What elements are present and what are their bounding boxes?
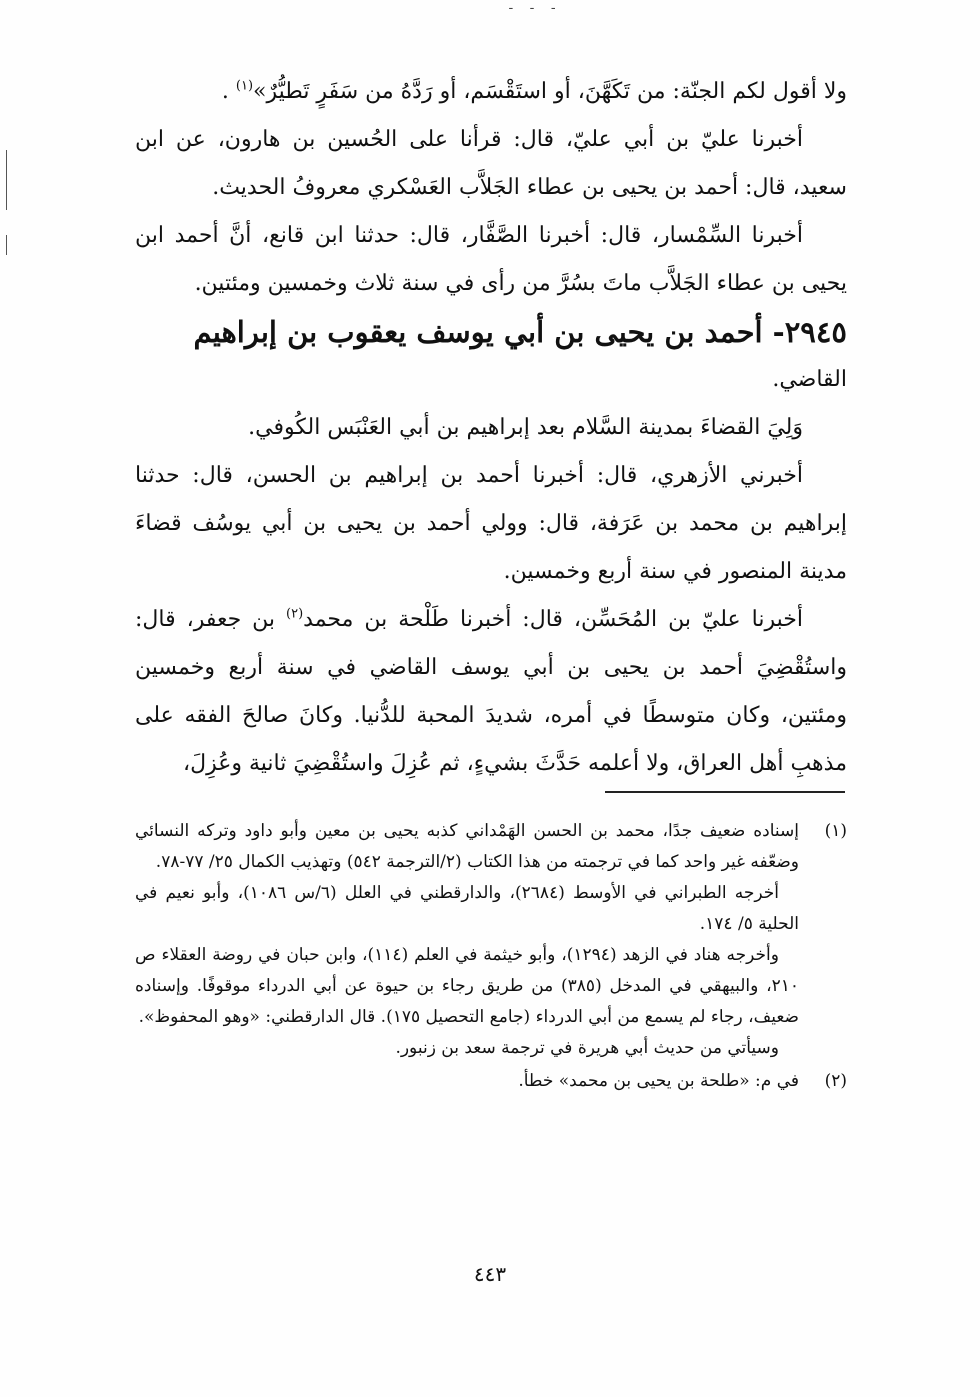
footnote	[135, 816, 847, 1064]
paragraph	[135, 68, 847, 116]
entry-heading: ٢٩٤٥- أحمد بن يحيى بن أبي يوسف يعقوب بن إبراهيم	[193, 315, 847, 349]
footnote-separator	[605, 791, 845, 793]
footnote-ref: (١)	[235, 78, 254, 94]
entry-heading-continuation: القاضي.	[772, 367, 847, 392]
margin-line	[6, 150, 7, 210]
paragraph: وَلِيَ القضاءَ بمدينة السَّلام بعد إبراهيم بن أبي العَنْبَس الكُوفي.	[248, 415, 803, 440]
footnote-text: في م: «طلحة بن يحيى بن محمد» خطأ.	[518, 1071, 799, 1091]
top-mark: - - -	[508, 0, 562, 16]
paragraph-text: بن جعفر، قال: واستُقْضِيَ أحمد بن يحيى بن أبي يوسف القاضي في سنة أربع وخمسين ومئتين، وكان متوسطًا في أمره، شديدَ المحبة للدُّنيا. وكانَ صالحَ الفقه على مذهبِ أهل العراق، ولا أعلمه حَدَّثَ بشيءٍ، ثم عُزِلَ واستُقْضِيَ ثانية وعُزِلَ،	[135, 607, 847, 776]
footnote-text: وأخرجه هناد في الزهد (١٢٩٤)، وأبو خيثمة في العلم (١١٤)، وابن حبان في روضة العقلاء ص ٢١٠، والبيهقي في المدخل (٣٨٥) من طريق رجاء بن حيوة عن أبي الدرداء موقوفًا. وإسناده ضعيف، رجاء لم يسمع من أبي الدرداء (جامع التحصيل ١٧٥). قال الدارقطني: «وهو المحفوظ».	[135, 945, 800, 1027]
main-text	[135, 68, 847, 788]
footnote-text: أخرجه الطبراني في الأوسط (٢٦٨٤)، والدارقطني في العلل (٦/س ١٠٨٦)، وأبو نعيم في الحلية ٥/ ١٧٤.	[135, 883, 799, 934]
footnote-number: (١)	[824, 821, 847, 841]
paragraph	[135, 596, 847, 788]
paragraph-text: ولا أقول لكم الجنّة: من تَكَهَّنَ، أو استَقْسَم، أو رَدَّهُ من سَفَرٍ تَطيُّرٌ»	[253, 79, 847, 104]
footnote-text: وسيأتي من حديث أبي هريرة في ترجمة سعد بن زنبور.	[395, 1038, 779, 1058]
paragraph-text: أخبرنا عليّ بن المُحَسِّن، قال: أخبرنا طَلْحة بن محمد	[303, 607, 803, 632]
footnote-number: (٢)	[824, 1071, 847, 1091]
paragraph-end: .	[221, 79, 229, 104]
page-number: ٤٤٣	[473, 1262, 507, 1286]
paragraph: أخبرني الأزهري، قال: أخبرنا أحمد بن إبراهيم بن الحسن، قال: حدثنا إبراهيم بن محمد بن عَرَفة، قال: وولي أحمد بن يحيى بن أبي يوسُف قضاءَ مدينة المنصور في سنة أربع وخمسين.	[135, 463, 847, 584]
footnote	[135, 1066, 847, 1097]
footnote-text: إسناده ضعيف جدًا، محمد بن الحسن الهَمْداني كذبه يحيى بن معين وأبو داود وتركه النسائي وضعّفه غير واحد كما في ترجمته من هذا الكتاب (٢/الترجمة ٥٤٢) وتهذيب الكمال ٢٥/ ٧٧-٧٨.	[135, 821, 799, 872]
paragraph: أخبرنا السِّمْسار، قال: أخبرنا الصَّفَّار، قال: حدثنا ابن قانع، أنَّ أحمد ابن يحيى بن عطاء الجَلاَّب ماتَ بسُرَّ من رأى في سنة ثلاث وخمسين ومئتين.	[135, 223, 847, 296]
footnotes	[135, 816, 847, 1099]
paragraph: أخبرنا عليّ بن أبي عليّ، قال: قرأنا على الحُسين بن هارون، عن ابن سعيد، قال: أحمد بن يحيى بن عطاء الجَلاَّب العَسْكري معروفُ الحديث.	[135, 127, 847, 200]
footnote-ref: (٢)	[286, 606, 304, 622]
margin-line	[6, 235, 7, 255]
